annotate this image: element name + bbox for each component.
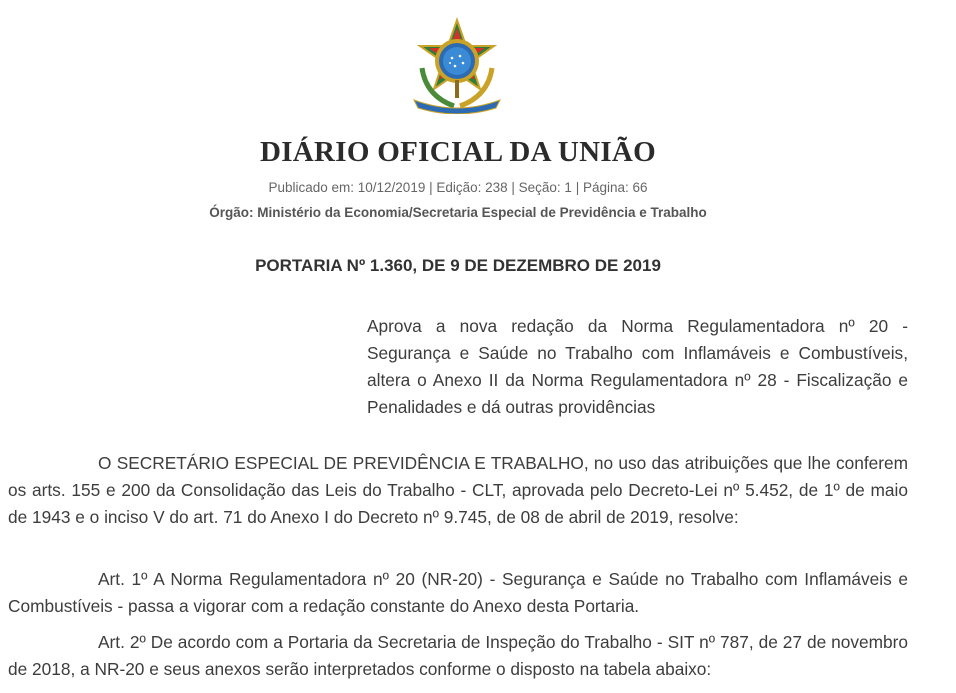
organ-label: Órgão: [209,205,254,220]
masthead-title: DIÁRIO OFICIAL DA UNIÃO [259,136,657,168]
paragraph-art-2: Art. 2º De acordo com a Portaria da Secretaria de Inspeção do Trabalho - SIT nº 787, de 27 de novembro de 2018, a NR-20 e seus anexos serão interpretados conforme o disposto na tabela abaixo: [8,632,908,679]
organ-info [0,205,916,220]
ementa: Aprova a nova redação da Norma Regulamentadora nº 20 - Segurança e Saúde no Trabalho com Inflamáveis e Combustíveis, altera o Anexo II da Norma Regulamentadora nº 28 - Fiscalização e Penalidades e dá outras providências [367,316,908,417]
paragraph-art-1: Art. 1º A Norma Regulamentadora nº 20 (NR-20) - Segurança e Saúde no Trabalho com Inflamáveis e Combustíveis - passa a vigorar com a redação constante do Anexo desta Portaria. [8,569,908,616]
paragraph-preamble: O SECRETÁRIO ESPECIAL DE PREVIDÊNCIA E TRABALHO, no uso das atribuições que lhe conferem os arts. 155 e 200 da Consolidação das Leis do Trabalho - CLT, aprovada pelo Decreto-Lei nº 5.452, de 1º de maio de 1943 e o inciso V do art. 71 do Anexo I do Decreto nº 9.745, de 08 de abril de 2019, resolve: [8,453,908,527]
organ-value: Ministério da Economia/Secretaria Especial de Previdência e Trabalho [257,205,707,220]
publication-info: Publicado em: 10/12/2019 | Edição: 238 | Seção: 1 | Página: 66 [268,180,648,195]
brazil-coat-of-arms-icon [408,16,506,114]
document-title: PORTARIA Nº 1.360, DE 9 DE DEZEMBRO DE 2019 [255,256,661,275]
